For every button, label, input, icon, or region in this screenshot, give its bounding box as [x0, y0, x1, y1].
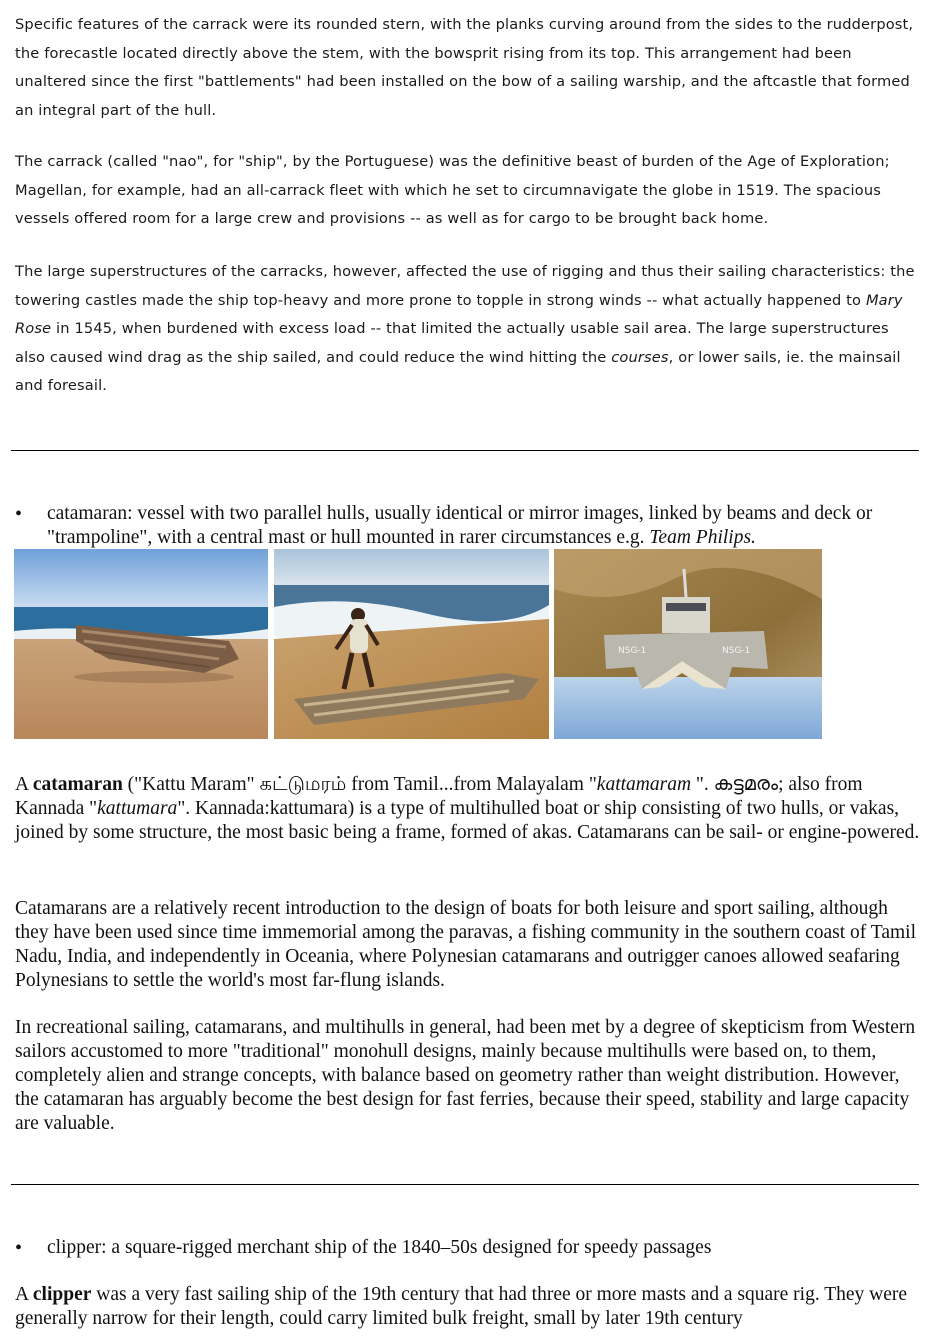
clipper-definition: clipper: a square-rigged merchant ship of the 1840–50s designed for speedy passages	[47, 1237, 712, 1258]
ship-name-mary-rose: Mary Rose	[15, 291, 903, 337]
catamaran-paragraph-recreational: In recreational sailing, catamarans, and multihulls in general, had been met by a degree of skepticism from Western sailors accustomed to more "traditional" monohull designs, mainly because multihulls were based on, to them, completely alien and strange concepts, with balance based on geometry rather than weight distribution. However, the catamaran has arguably become the best design for fast ferries, because their speed, stability and large capacity are valuable.	[15, 1017, 916, 1134]
malayalam-word: കട്ടമരം	[713, 774, 779, 795]
tamil-word: கட்டுமரம்	[259, 774, 347, 795]
clipper-bullet-item	[15, 1236, 919, 1260]
example-team-philips: Team Philips.	[649, 527, 756, 548]
section-divider	[11, 1184, 919, 1185]
clipper-paragraph-intro	[15, 1283, 923, 1331]
text-run: ; also from Kannada "	[15, 774, 863, 819]
term-clipper: clipper	[32, 1284, 92, 1305]
beached-log-raft-photo	[14, 549, 268, 739]
catamaran-paragraph-etymology	[15, 773, 923, 845]
term-courses: courses	[611, 348, 669, 366]
text-run: A	[15, 1284, 33, 1305]
bullet-icon: •	[15, 1237, 23, 1259]
catamaran-definition	[47, 502, 919, 550]
text-run: in 1545, when burdened with excess load -- that limited the actually usable sail area. The large superstructures also caused wind drag as the ship sailed, and could reduce the wind hitting the	[15, 320, 889, 366]
catamaran-paragraph-history: Catamarans are a relatively recent introduction to the design of boats for both leisure and sport sailing, although they have been used since time immemorial among the paravas, a fishing community in the southern coast of Tamil Nadu, India, and independently in Oceania, where Polynesian catamarans and outrigger canoes allowed seafaring Polynesians to settle the world's most far-flung islands.	[15, 898, 916, 991]
motor-catamaran-photo	[554, 549, 822, 739]
catamaran-bullet-item	[15, 502, 919, 550]
carrack-paragraph-exploration: The carrack (called "nao", for "ship", by the Portuguese) was the definitive beast of burden of the Age of Exploration; Magellan, for example, had an all-carrack fleet with which he set to circumnavigate the globe in 1519. The spacious vessels offered room for a large crew and provisions -- as well as for cargo to be brought back home.	[15, 153, 890, 227]
text-run: from Tamil...from Malayalam "	[346, 774, 597, 795]
text-run: ".	[691, 774, 714, 795]
term-catamaran: catamaran	[32, 774, 123, 795]
fisherman-with-raft-photo	[274, 549, 549, 739]
kannada-transliteration: kattumara	[97, 798, 178, 819]
hull-label-left: NSG-1	[618, 646, 647, 656]
hull-label-right: NSG-1	[722, 646, 751, 656]
malayalam-transliteration: kattamaram	[596, 774, 692, 795]
text-run: catamaran: vessel with two parallel hulls, usually identical or mirror images, linked by beams and deck or "trampoline", with a central mast or hull mounted in rarer circumstances e.g.	[47, 503, 873, 548]
section-divider	[11, 450, 919, 451]
text-run: ("Kattu Maram"	[122, 774, 260, 795]
text-run: , or lower sails, ie. the mainsail and foresail.	[15, 348, 901, 394]
text-run: A	[15, 774, 33, 795]
text-run: The large superstructures of the carracks, however, affected the use of rigging and thus their sailing characteristics: the towering castles made the ship top-heavy and more prone to topple in strong winds -- what actually happened to	[15, 263, 915, 309]
bullet-icon: •	[15, 503, 23, 525]
carrack-paragraph-superstructures	[15, 258, 923, 401]
text-run: ". Kannada:kattumara) is a type of multihulled boat or ship consisting of two hulls, or vakas, joined by some structure, the most basic being a frame, formed of akas. Catamarans can be sail- or engine-powered.	[15, 798, 920, 843]
text-run: was a very fast sailing ship of the 19th century that had three or more masts and a square rig. They were generally narrow for their length, could carry limited bulk freight, small by later 19th century	[15, 1284, 908, 1329]
carrack-paragraph-features: Specific features of the carrack were its rounded stern, with the planks curving around from the sides to the rudderpost, the forecastle located directly above the stem, with the bowsprit rising from its top. This arrangement had been unaltered since the first "battlements" had been installed on the bow of a sailing warship, and the aftcastle that formed an integral part of the hull.	[15, 16, 914, 119]
